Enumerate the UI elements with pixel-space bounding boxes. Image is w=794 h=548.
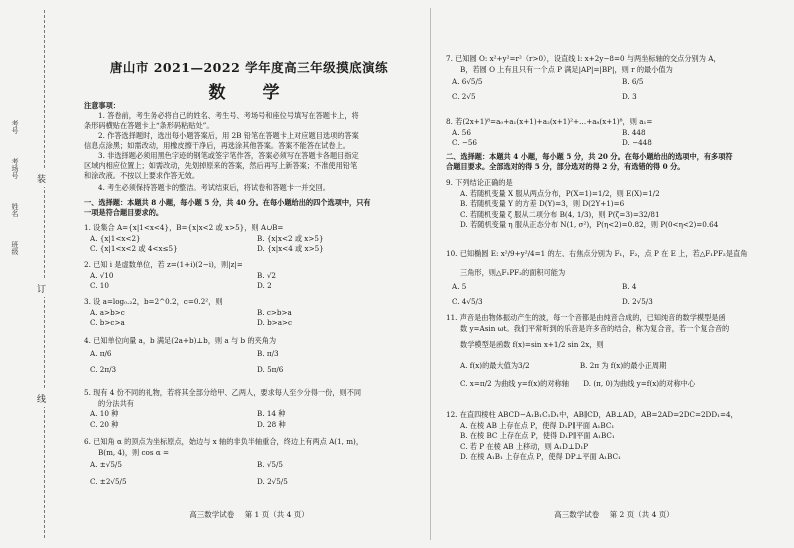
option-b: B. 在棱 BC 上存在点 P，使得 D₁P∥平面 A₁BC₁ [460, 431, 615, 440]
option-a: A. 在棱 AB 上存在点 P，使得 D₁P∥平面 A₁BC₁ [460, 420, 615, 430]
question-1 [84, 223, 414, 255]
notice-line: 信息点涂黑；如需改动，用橡皮擦干净后，再选涂其他答案。答案不能答在试卷上。 [84, 141, 350, 150]
binding-mark: 线 [37, 390, 46, 407]
option-c: C. b>c>a [90, 318, 125, 327]
option-c: C. 2√5 [452, 91, 476, 101]
notice-line: 2. 作答选择题时，选出每小题答案后，用 2B 铅笔在答题卡上对应题目选项的答案 [98, 131, 359, 140]
option-a: A. a>b>c [90, 307, 125, 317]
question-3 [84, 297, 414, 329]
option-a: A. 5 [452, 282, 467, 291]
option-a: A. 56 [452, 127, 471, 137]
question-10 [446, 249, 782, 307]
option-c: C. −56 [452, 138, 477, 147]
question-stem: 数 y=Asin ωt。我们平常听到的乐音是许多音的结合，称为复合音，若一个复合音的 [460, 323, 730, 333]
question-stem: 3. 设 a=log₀.₂2，b=2^0.2，c=0.2²，则 [84, 297, 223, 306]
option-d: D. 2√5/3 [622, 296, 653, 306]
binding-field: 考场号 [11, 158, 19, 179]
option-b: B. {x|x<2 或 x>5} [257, 233, 324, 243]
option-a: A. ±√5/5 [90, 460, 122, 469]
option-c: C. 20 种 [90, 419, 119, 429]
option-b: B. 6/5 [622, 77, 644, 86]
binding-mark: 装 [37, 170, 46, 187]
option-c: C. 4√5/3 [452, 296, 483, 306]
option-c: C. ±2√5/5 [90, 476, 127, 486]
footer-page-number: 第 1 页（共 4 页） [244, 510, 309, 519]
notice-line: 和涂改液。不按以上要求作答无效。 [84, 171, 200, 180]
option-a: A. 若随机变量 X 服从两点分布，P(X=1)=1/2，则 E(X)=1/2 [460, 188, 660, 198]
question-stem: 数学模型是函数 f(x)=sin x+1/2 sin 2x，则 [460, 340, 604, 349]
question-stem: 10. 已知椭圆 E: x²/9+y²/4=1 的左、右焦点分别为 F₁，F₂，点 P 在 E 上，若△F₁PF₂是直角 [446, 249, 748, 258]
option-d: D. 3 [622, 91, 637, 101]
page-2 [446, 0, 782, 548]
option-b: B. 若随机变量 Y 的方差 D(Y)=3，则 D(2Y+1)=6 [460, 199, 625, 208]
page-1 [84, 0, 414, 548]
notice-line: 4. 考生必须保持答题卡的整洁。考试结束后，将试卷和答题卡一并交回。 [98, 183, 330, 192]
option-a: A. 6√5/5 [452, 77, 483, 86]
page-divider [430, 8, 431, 540]
exam-subject: 数 学 [208, 83, 290, 103]
question-stem: 2. 已知 i 是虚数单位，若 z=(1+i)(2−i)，则|z|= [84, 260, 243, 269]
binding-fields [10, 120, 34, 279]
question-stem: 5. 现有 4 份不同的礼物，若将其全部分给甲、乙两人，要求每人至少分得一份，则不同 [84, 388, 362, 397]
option-a-b: A. f(x)的最大值为3/2 B. 2π 为 f(x)的最小正周期 [460, 360, 667, 370]
option-c: C. 10 [90, 281, 109, 290]
option-a: A. 10 种 [90, 409, 119, 418]
binding-margin [0, 0, 56, 548]
binding-field: 班级 [11, 241, 19, 255]
option-d: D. 5π/6 [257, 365, 284, 374]
question-stem: B，若圆 O 上有且只有一个点 P 满足|AP|=|BP|，则 r 的最小值为 [460, 64, 673, 74]
option-b: B. 448 [622, 127, 646, 137]
option-d: D. {x|x<4 或 x>5} [257, 244, 324, 253]
notice-line: 条形码横贴在答题卡上“条形码粘贴处”。 [84, 121, 214, 130]
option-b: B. c>b>a [257, 307, 292, 317]
option-c: C. 2π/3 [90, 365, 117, 374]
question-8 [446, 117, 782, 149]
binding-mark: 订 [37, 280, 46, 297]
option-a: A. √10 [90, 270, 114, 280]
question-5 [84, 388, 414, 430]
option-c: C. 若 P 在棱 AB 上移动，则 A₁D⊥D₁P [460, 441, 589, 451]
option-b: B. √2 [257, 270, 277, 280]
binding-line [44, 10, 45, 538]
question-stem: 12. 在直四棱柱 ABCD−A₁B₁C₁D₁中，AB∥CD，AB⊥AD，AB=2AD=2DC=2DD₁=4， [446, 410, 738, 419]
option-c: C. {x|1<x<2 或 4<x≤5} [90, 244, 178, 253]
option-b: B. π/3 [257, 348, 279, 358]
notice-line: 区域内相应位置上；如需改动，先划掉原来的答案，然后再写上新答案；不准使用铅笔 [84, 161, 358, 170]
option-b: B. √5/5 [257, 460, 283, 469]
question-stem: 三角形，则△F₁PF₂的面积可能为 [460, 267, 566, 277]
question-stem: 4. 已知单位向量 a，b 满足(2a+b)⊥b，则 a 与 b 的夹角为 [84, 336, 277, 345]
option-d: D. 2 [257, 281, 272, 290]
option-d: D. 2√5/5 [257, 476, 288, 486]
option-b: B. 14 种 [257, 409, 286, 418]
question-stem: B(m, 4)，则 cos α = [98, 447, 169, 457]
option-a: A. {x|1<x<2} [90, 233, 141, 243]
question-stem: 7. 已知圆 O: x²+y²=r²（r>0），设直线 l: x+2y−8=0 与两坐标轴的交点分别为 A， [446, 54, 721, 63]
binding-field: 考号 [11, 120, 19, 134]
binding-field: 姓名 [11, 203, 19, 217]
section-2-heading: 二、选择题：本题共 4 小题，每小题 5 分，共 20 分。在每小题给出的选项中，有多项符 [446, 152, 733, 161]
section-2-heading: 合题目要求。全部选对的得 5 分，部分选对的得 2 分，有选错的得 0 分。 [446, 162, 685, 171]
question-12 [446, 410, 782, 463]
question-7 [446, 54, 782, 102]
question-stem: 6. 已知角 α 的顶点为坐标原点，始边与 x 轴的非负半轴重合，终边上有两点 A(1, m)， [84, 437, 364, 446]
question-11 [446, 313, 782, 390]
option-a: A. π/6 [90, 348, 112, 358]
option-b: B. 4 [622, 282, 637, 291]
question-stem: 1. 设集合 A={x|1<x<4}，B={x|x<2 或 x>5}，则 A∪B= [84, 223, 284, 232]
notice-heading: 注意事项： [84, 101, 120, 110]
exam-title: 唐山市 2021—2022 学年度高三年级摸底演练 [109, 60, 389, 75]
question-4 [84, 336, 414, 376]
section-1-heading: 一项是符合题目要求的。 [84, 208, 164, 217]
footer-exam-name: 高三数学试卷 [554, 510, 600, 519]
option-c: C. 若随机变量 ζ 服从二项分布 B(4, 1/3)，则 P(ζ=3)=32/81 [460, 209, 660, 219]
option-c-d: C. x=π/2 为曲线 y=f(x)的对称轴 D. (π, 0)为曲线 y=f(x)的对称中心 [460, 379, 696, 388]
option-d: D. −448 [622, 138, 652, 147]
question-stem: 9. 下列结论正确的是 [446, 178, 513, 187]
footer-page-number: 第 2 页（共 4 页） [609, 510, 674, 519]
option-d: D. 在棱 A₁B₁ 上存在点 P，使得 DP⊥平面 A₁BC₁ [460, 452, 621, 461]
footer-exam-name: 高三数学试卷 [189, 510, 235, 519]
option-d: D. 若随机变量 η 服从正态分布 N(1, σ²)，P(η<2)=0.82，则 P(0<η<2)=0.64 [460, 220, 719, 229]
question-2 [84, 260, 414, 292]
option-d: D. 28 种 [257, 419, 286, 429]
page-footer [84, 509, 414, 520]
notice-line: 1. 答卷前，考生务必将自己的姓名、考生号、考场号和座位号填写在答题卡上，将 [98, 111, 359, 120]
notice-line: 3. 非选择题必须用黑色字迹的钢笔或签字笔作答，答案必须写在答题卡各题目指定 [98, 151, 359, 160]
section-1-heading: 一、选择题：本题共 8 小题，每小题 5 分，共 40 分。在每小题给出的四个选项中，只有 [84, 198, 371, 207]
question-6 [84, 437, 414, 487]
page-footer [446, 509, 782, 520]
question-stem: 11. 声音是由物体振动产生的波，每一个音都是由纯音合成的，已知纯音的数学模型是函 [446, 313, 726, 322]
question-stem: 的分法共有 [98, 398, 134, 408]
question-stem: 8. 若(2x+1)⁸=a₀+a₁(x+1)+a₂(x+1)²+…+a₈(x+1)⁸，则 a₁= [446, 117, 653, 126]
option-d: D. b>a>c [257, 318, 293, 327]
question-9 [446, 178, 782, 231]
